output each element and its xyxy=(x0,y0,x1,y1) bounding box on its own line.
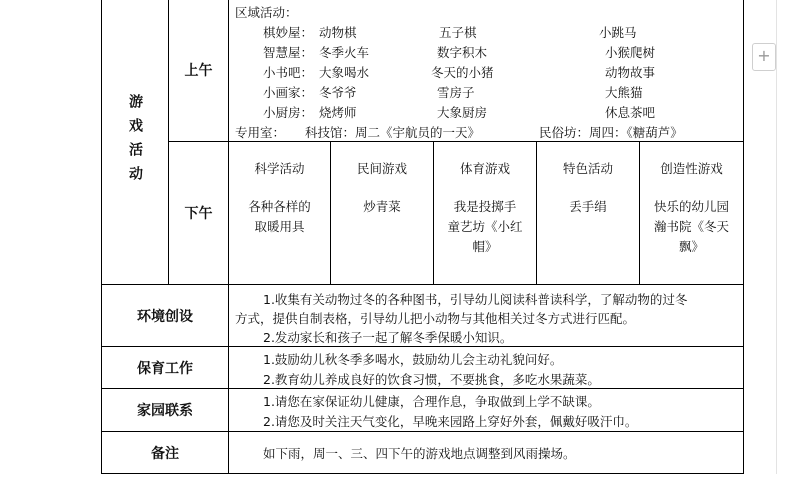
page-margin-right xyxy=(744,0,795,483)
col-title: 特色活动 xyxy=(562,161,613,176)
afternoon-col-sports xyxy=(433,141,537,285)
col-line: 我是投掷手 xyxy=(453,199,517,214)
remarks-line: 如下雨，周一、三、四下午的游戏地点调整到风雨操场。 xyxy=(263,446,576,461)
care-label: 保育工作 xyxy=(101,346,229,389)
col-line: 快乐的幼儿园 xyxy=(653,199,729,214)
area-item: 冬爷爷 xyxy=(319,85,357,100)
col-line: 炒青菜 xyxy=(363,199,401,214)
afternoon-col-folk xyxy=(330,141,434,285)
environment-line: 方式，提供自制表格，引导幼儿把小动物与其他相关过冬方式进行匹配。 xyxy=(235,311,636,326)
area-item: 冬天的小猪 xyxy=(431,65,494,80)
afternoon-col-creative xyxy=(639,141,744,285)
area-item: 小猴爬树 xyxy=(605,45,656,60)
col-title: 体育游戏 xyxy=(459,161,510,176)
col-line: 各种各样的 xyxy=(248,199,311,214)
area-item: 五子棋 xyxy=(439,25,477,40)
special-rooms-label: 专用室： xyxy=(235,125,286,140)
area-item: 数字积木 xyxy=(437,45,488,60)
page-bottom-margin xyxy=(0,474,795,483)
care-line: 2.教育幼儿养成良好的饮食习惯，不要挑食，多吃水果蔬菜。 xyxy=(263,372,600,387)
home-line: 2.请您及时关注天气变化，早晚来园路上穿好外套，佩戴好吸汗巾。 xyxy=(263,414,638,429)
game-activity-label: 游戏活动 xyxy=(101,0,169,285)
col-line: 瀚书院《冬天 xyxy=(653,219,729,234)
page-margin-left xyxy=(0,0,101,483)
area-name: 棋妙屋： xyxy=(263,25,314,40)
special-room: 科技馆：周二《宇航员的一天》 xyxy=(305,125,481,140)
area-name: 小画家： xyxy=(263,85,314,100)
home-line: 1.请您在家保证幼儿健康，合理作息，争取做到上学不缺课。 xyxy=(263,394,600,409)
col-title: 科学活动 xyxy=(254,161,305,176)
col-line: 取暖用具 xyxy=(254,219,305,234)
area-item: 大象喝水 xyxy=(319,65,370,80)
area-name: 小厨房： xyxy=(263,105,314,120)
area-name: 小书吧： xyxy=(263,65,314,80)
area-item: 大熊猫 xyxy=(605,85,643,100)
area-item: 冬季火车 xyxy=(319,45,370,60)
special-room: 民俗坊：周四：《糖葫芦》 xyxy=(539,125,683,140)
home-contact-label: 家园联系 xyxy=(101,388,229,432)
area-item: 动物故事 xyxy=(605,65,656,80)
afternoon-col-science xyxy=(228,141,331,285)
schedule-table xyxy=(101,0,744,474)
area-item: 烧烤师 xyxy=(319,105,357,120)
col-line: 童艺坊《小红 xyxy=(447,219,523,234)
environment-content xyxy=(228,284,744,347)
environment-line: 1.收集有关动物过冬的各种图书，引导幼儿阅读科普读科学，了解动物的过冬 xyxy=(263,292,688,307)
environment-line: 2.发动家长和孩子一起了解冬季保暖小知识。 xyxy=(263,330,513,345)
col-line: 丢手绢 xyxy=(569,199,607,214)
remarks-label: 备注 xyxy=(101,431,229,474)
add-button[interactable]: + xyxy=(752,43,776,71)
col-title: 民间游戏 xyxy=(356,161,407,176)
afternoon-label: 下午 xyxy=(168,141,229,285)
area-item: 雪房子 xyxy=(437,85,475,100)
area-name: 智慧屋： xyxy=(263,45,314,60)
area-item: 动物棋 xyxy=(319,25,357,40)
col-title: 创造性游戏 xyxy=(660,161,723,176)
col-line: 飘》 xyxy=(678,239,704,254)
margin-guide-line xyxy=(776,0,777,483)
col-line: 帽》 xyxy=(472,239,498,254)
afternoon-col-feature xyxy=(536,141,640,285)
morning-content xyxy=(228,0,744,142)
morning-label: 上午 xyxy=(168,0,229,142)
home-contact-content xyxy=(228,388,744,432)
area-item: 休息茶吧 xyxy=(605,105,656,120)
area-item: 小跳马 xyxy=(599,25,637,40)
remarks-content xyxy=(228,431,744,474)
area-item: 大象厨房 xyxy=(437,105,488,120)
care-content xyxy=(228,346,744,389)
area-title: 区域活动： xyxy=(235,5,298,20)
care-line: 1.鼓励幼儿秋冬季多喝水，鼓励幼儿会主动礼貌问好。 xyxy=(263,352,563,367)
environment-label: 环境创设 xyxy=(101,284,229,347)
